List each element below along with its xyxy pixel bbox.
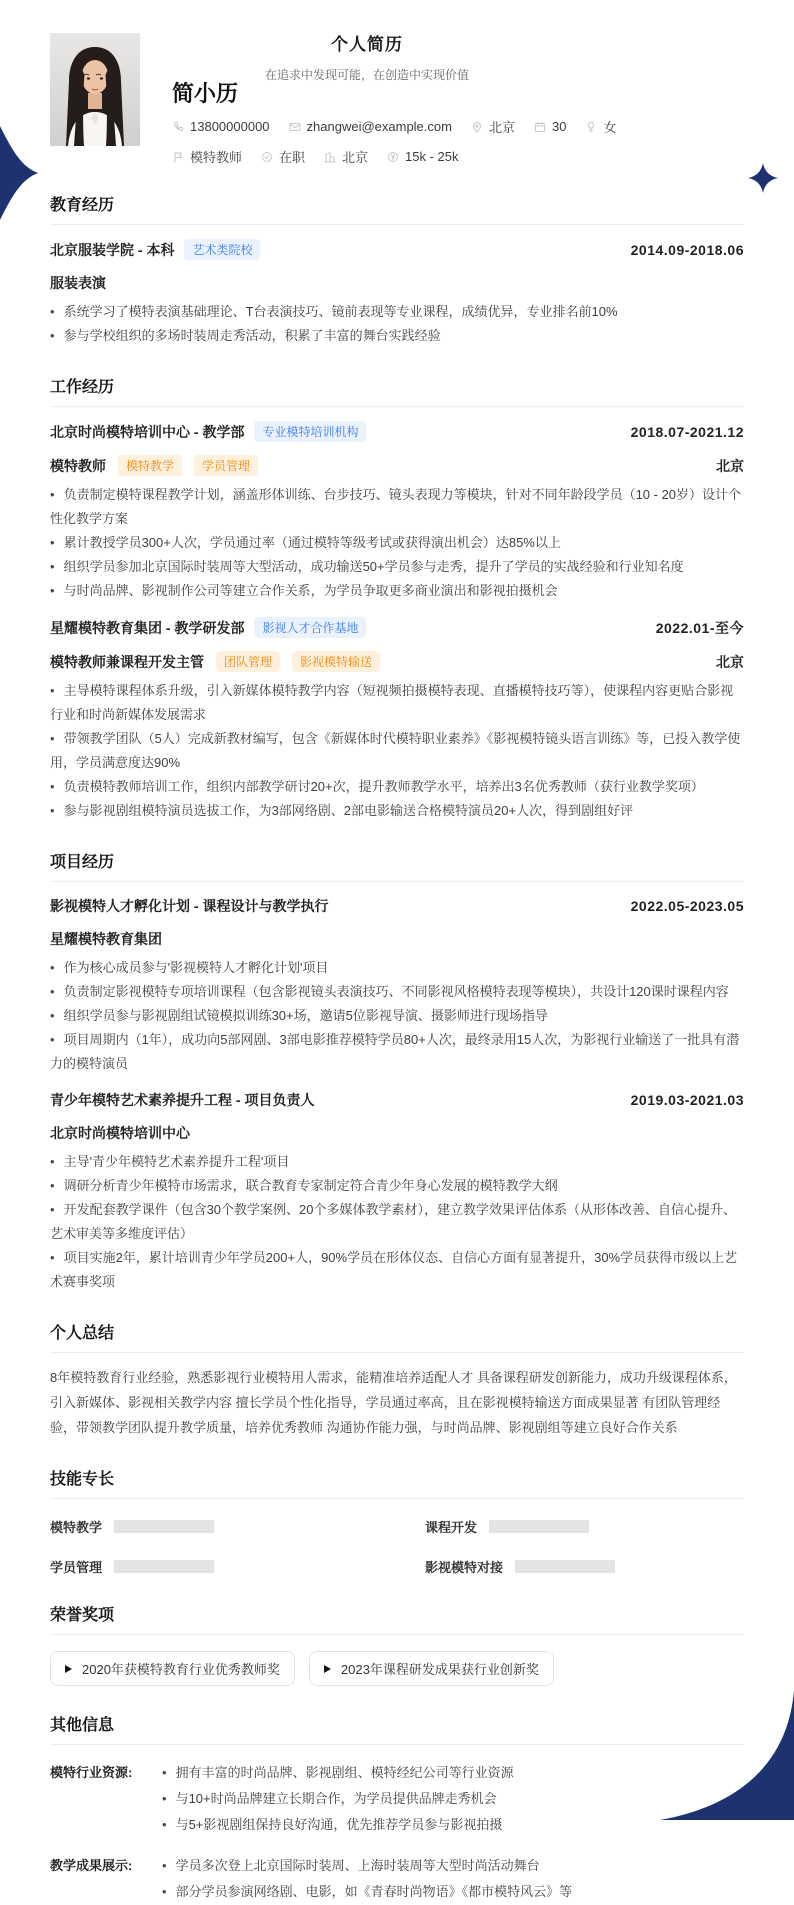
header-title-block [50,30,684,83]
role-tag: 影视模特输送 [292,651,380,672]
role-title: 模特教师兼课程开发主管 [50,653,204,670]
school-name: 北京服装学院 - 本科 [50,241,175,258]
work-bullet: • 参与影视剧组模特演员选拔工作，为3部网络剧、2部电影输送合格模特演员20+人次，得到剧组好评 [50,799,744,823]
skill-label: 影视模特对接 [425,1560,504,1575]
school-tag: 艺术类院校 [184,239,260,260]
other-item: • 与10+时尚品牌建立长期合作，为学员提供品牌走秀机会 [162,1786,744,1812]
salary-icon [387,151,399,163]
skill-row [50,1517,369,1536]
work-bullet: • 带领教学团队（5人）完成新教材编写，包含《新媒体时代模特职业素养》《影视模特镜头语言训练》等，已投入教学使用，学员满意度达90% [50,727,744,775]
other-heading: 其他信息 [50,1712,744,1745]
skills-heading: 技能专长 [50,1466,744,1499]
project-bullet: • 项目周期内（1年），成功向5部网剧、3部电影推荐模特学员80+人次，最终录用15人次，为影视行业输送了一批具有潜力的模特演员 [50,1028,744,1076]
work-bullet: • 负责模特教师培训工作，组织内部教学研讨20+次，提升教师教学水平，培养出3名优秀教师（获行业教学奖项） [50,775,744,799]
section-education [50,192,744,348]
person-name: 简小历 [172,81,239,106]
contact-row-2 [172,147,744,166]
gender-item [585,117,616,136]
section-honors [50,1602,744,1686]
city-icon [324,151,336,163]
skill-bar [515,1560,615,1573]
section-projects [50,849,744,1294]
other-item: • 与5+影视剧组保持良好沟通，优先推荐学员参与影视拍摄 [162,1812,744,1838]
honor-text: 2023年课程研发成果获行业创新奖 [340,1662,539,1677]
email-icon [289,121,301,133]
work-entry [50,617,744,823]
work-bullet: • 与时尚品牌、影视制作公司等建立合作关系，为学员争取更多商业演出和影视拍摄机会 [50,579,744,603]
honor-chip[interactable] [50,1651,295,1686]
project-bullet: • 主导'青少年模特艺术素养提升工程'项目 [50,1150,744,1174]
project-org: 北京时尚模特培训中心 [50,1125,190,1141]
location-value: 北京 [488,120,515,135]
major-name: 服装表演 [50,275,106,291]
other-item: • 学员多次登上北京国际时装周、上海时装周等大型时尚活动舞台 [162,1853,744,1879]
skill-bar [489,1520,589,1533]
motto-text: 在追求中发现可能，在创造中实现价值 [264,68,469,82]
project-bullet: • 组织学员参与影视剧组试镜模拟训练30+场，邀请5位影视导演、摄影师进行现场指导 [50,1004,744,1028]
section-summary [50,1320,744,1440]
project-date: 2022.05-2023.05 [630,898,744,914]
other-group [50,1853,744,1905]
project-title: 青少年模特艺术素养提升工程 - 项目负责人 [50,1092,315,1108]
age-value: 30 [551,119,567,134]
salary-value: 15k - 25k [405,149,459,164]
skill-bar [114,1520,214,1533]
honors-heading: 荣誉奖项 [50,1602,744,1635]
work-status-item [261,147,305,166]
phone-item [172,119,270,134]
other-item: • 部分学员参演网络剧、电影，如《青春时尚物语》《都市模特风云》等 [162,1879,744,1905]
work-bullet: • 累计教授学员300+人次，学员通过率（通过模特等级考试或获得演出机会）达85%以上 [50,531,744,555]
section-work [50,374,744,823]
company-tag: 专业模特培训机构 [254,421,366,442]
job-intention-value: 模特教师 [190,150,243,165]
salary-item [387,149,458,164]
location-icon [471,121,483,133]
email-item [289,119,452,134]
project-bullet: • 开发配套教学课件（包含30个教学案例、20个多媒体教学素材），建立教学效果评估体系（从形体改善、自信心提升、艺术审美等多维度评估） [50,1198,744,1246]
company-name: 北京时尚模特培训中心 - 教学部 [50,423,245,440]
project-org: 星耀模特教育集团 [50,931,162,947]
honor-chip[interactable] [309,1651,554,1686]
work-status-value: 在职 [279,150,306,165]
award-arrow-icon [65,1665,72,1673]
award-arrow-icon [324,1665,331,1673]
work-heading: 工作经历 [50,374,744,407]
city-value: 北京 [342,150,369,165]
status-icon [261,151,273,163]
work-entry [50,421,744,603]
role-title: 模特教师 [50,457,106,474]
other-item: • 拥有丰富的时尚品牌、影视剧组、模特经纪公司等行业资源 [162,1760,744,1786]
project-bullet: • 负责制定影视模特专项培训课程（包含影视镜头表演技巧、不同影视风格模特表现等模块），共设计120课时课程内容 [50,980,744,1004]
education-date: 2014.09-2018.06 [630,241,744,258]
role-tag: 学员管理 [194,455,258,476]
location-item [471,117,515,136]
other-group-label: 教学成果展示: [50,1858,133,1873]
job-intention-item [172,147,242,166]
honor-text: 2020年获模特教育行业优秀教师奖 [82,1662,280,1677]
age-icon [534,121,546,133]
email-value: zhangwei@example.com [306,119,452,134]
project-entry [50,896,744,1076]
other-group-label: 模特行业资源: [50,1765,133,1780]
work-date: 2022.01-至今 [655,619,744,636]
summary-heading: 个人总结 [50,1320,744,1353]
company-name: 星耀模特教育集团 - 教学研发部 [50,619,245,636]
page-title: 个人简历 [331,35,403,54]
work-location: 北京 [716,653,744,670]
project-entry [50,1090,744,1294]
skill-row [425,1557,744,1576]
summary-text: 8年模特教育行业经验，熟悉影视行业模特用人需求，能精准培养适配人才 具备课程研发创新能力，成功升级课程体系，引入新媒体、影视相关教学内容 擅长学员个性化指导，学员通过率高，且在影视模特输送方面成果显著 有团队管理经验，带领教学团队提升教学质量，培养优秀教师 沟通协作能力强，与时尚品牌、影视剧组等建立良好合作关系 [50,1370,737,1435]
skill-row [425,1517,744,1536]
skill-row [50,1557,369,1576]
project-bullet: • 调研分析青少年模特市场需求，联合教育专家制定符合青少年身心发展的模特教学大纲 [50,1174,744,1198]
skill-label: 模特教学 [50,1520,103,1535]
age-item [534,119,566,134]
project-bullet: • 项目实施2年，累计培训青少年学员200+人，90%学员在形体仪态、自信心方面有显著提升，30%学员获得市级以上艺术赛事奖项 [50,1246,744,1294]
company-tag: 影视人才合作基地 [254,617,366,638]
contact-row-1 [172,117,744,136]
work-bullet: • 组织学员参加北京国际时装周等大型活动，成功输送50+学员参与走秀，提升了学员的实战经验和行业知名度 [50,555,744,579]
skill-label: 学员管理 [50,1560,103,1575]
role-tag: 模特教学 [118,455,182,476]
section-skills [50,1466,744,1576]
gender-icon [585,121,597,133]
work-bullet: • 负责制定模特课程教学计划，涵盖形体训练、台步技巧、镜头表现力等模块，针对不同年龄段学员（10 - 20岁）设计个性化教学方案 [50,483,744,531]
other-group [50,1760,744,1838]
skill-label: 课程开发 [425,1520,478,1535]
project-bullet: • 作为核心成员参与'影视模特人才孵化计划'项目 [50,956,744,980]
resume-header [50,0,744,166]
phone-icon [172,121,184,133]
work-location: 北京 [716,457,744,474]
skill-bar [114,1560,214,1573]
city-item [324,147,368,166]
education-heading: 教育经历 [50,192,744,225]
project-date: 2019.03-2021.03 [630,1092,744,1108]
role-tag: 团队管理 [216,651,280,672]
project-title: 影视模特人才孵化计划 - 课程设计与教学执行 [50,898,329,914]
work-bullet: • 主导模特课程体系升级，引入新媒体模特教学内容（短视频拍摄模特表现、直播模特技巧等），使课程内容更贴合影视行业和时尚新媒体发展需求 [50,679,744,727]
job-intention-icon [172,151,184,163]
gender-value: 女 [603,120,617,135]
work-date: 2018.07-2021.12 [630,423,744,440]
projects-heading: 项目经历 [50,849,744,882]
section-other [50,1712,744,1905]
phone-value: 13800000000 [190,119,270,134]
education-bullet: • 参与学校组织的多场时装周走秀活动，积累了丰富的舞台实践经验 [50,324,744,348]
education-bullet: • 系统学习了模特表演基础理论、T台表演技巧、镜前表现等专业课程，成绩优异，专业排名前10% [50,300,744,324]
